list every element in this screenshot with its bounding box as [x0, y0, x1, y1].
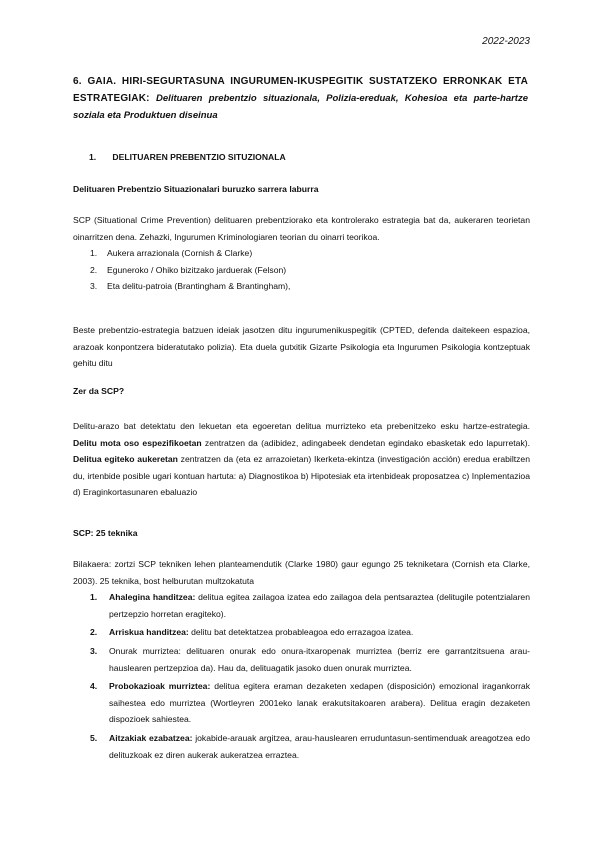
list-number: 1.	[90, 592, 98, 603]
text-run: Delitu-arazo bat detektatu den lekuetan eta egoeretan delitua murrizteko eta prebenitzeko esku hartze-estrategia.	[73, 421, 530, 431]
list-term: Aitzakiak ezabatzea:	[109, 732, 193, 743]
list-number: 5.	[90, 732, 98, 743]
list-item	[73, 730, 530, 763]
chapter-title-main: 6. GAIA. HIRI-SEGURTASUNA INGURUMEN-IKUSPEGITIK SUSTATZEKO ERRONKAK ETA ESTRATEGIAK:	[73, 76, 528, 104]
list-item	[73, 245, 530, 262]
list-term: Arriskua handitzea:	[109, 627, 189, 638]
techniques-list	[73, 589, 530, 763]
intro-section	[73, 212, 530, 295]
section-title: DELITUAREN PREBENTZIO SITUZIONALA	[112, 152, 286, 162]
list-item	[73, 278, 530, 295]
list-text: delitua egitera eraman dezaketen xedapen (disposición) emozional iragankorrak saihestea edo murriztea (Wortleyren 2001eko lanak erakutsitakoaren arabera). Delitua eragin dezaketen dispozioek sahiestea.	[109, 681, 531, 725]
list-item	[73, 589, 530, 622]
list-text: Eguneroko / Ohiko bizitzako jarduerak (Felson)	[107, 264, 287, 275]
intro-paragraph: SCP (Situational Crime Prevention) delituaren prebentziorako eta kontrolerako estrategia bat da, aukeraren teorietan oinarritzen dena. Zehazki, Ingurumen Kriminologiaren teorian du oinarri teorikoa.	[73, 215, 530, 242]
list-number: 2.	[90, 264, 98, 275]
intro-heading: Delituaren Prebentzio Situazionalari buruzko sarrera laburra	[73, 184, 319, 194]
techniques-paragraph: Bilakaera: zortzi SCP tekniken lehen planteamendutik (Clarke 1980) gaur egungo 25 tekniketara (Cornish eta Clarke, 2003). 25 teknika, bost helburutan multzokatuta	[73, 559, 530, 586]
list-item	[73, 678, 530, 728]
section-heading	[89, 152, 286, 162]
list-number: 4.	[90, 681, 98, 692]
chapter-title	[73, 73, 528, 124]
section-number: 1.	[89, 152, 97, 162]
what-paragraph	[73, 418, 530, 501]
list-text: Eta delitu-patroia (Brantingham & Brantingham),	[107, 281, 291, 292]
list-number: 1.	[90, 248, 98, 259]
list-item	[73, 262, 530, 279]
list-item	[73, 643, 530, 676]
list-term: Probokazioak murriztea:	[109, 681, 211, 692]
list-number: 3.	[90, 281, 98, 292]
list-text: Onurak murriztea: delituaren onurak edo onura-itxaropenak murriztea (berriz ere garrantzitsuena arau-hauslearen pertzepzioa da). Hau da, delituagatik jasoko duen onurak murriztea.	[109, 645, 530, 673]
text-run: zentratzen da (adibidez, adingabeek dendetan egindako ebasketak edo lapurretak).	[201, 437, 530, 448]
list-number: 3.	[90, 645, 98, 656]
what-heading: Zer da SCP?	[73, 386, 125, 396]
list-number: 2.	[90, 627, 98, 638]
emphasis-text: Delitu mota oso espezifikoetan	[73, 437, 202, 448]
chapter-title-subtitle: Delituaren prebentzio situazionala, Polizia-ereduak, Kohesioa eta parte-hartze soziala eta Produktuen diseinua	[73, 93, 529, 121]
list-text: delitu bat detektatzea probableagoa edo errazagoa izatea.	[188, 627, 414, 638]
academic-year: 2022-2023	[482, 36, 530, 47]
list-item	[73, 624, 530, 641]
list-text: delitua egitea zailagoa izatea edo zailagoa dela pentsaraztea (delitugile potentzialaren pertzepzio horretan eragiteko).	[109, 592, 530, 619]
theory-list	[73, 245, 530, 295]
list-text: jokabide-arauak argitzea, arau-hauslearen erruduntasun-sentimenduak areagotzea edo delituzkoak ez diren aukerak aukeratzea erraztea.	[109, 732, 530, 760]
text-run: zentratzen da (eta ez arrazoietan) Ikerketa-ekintza (investigación acción) eredua erabiltzen du, irtenbide posible ugari kontuan hartuta: a) Diagnostikoa b) Hipotesiak eta irtenbideak proposatzea c) Inplementazioa d) Eraginkortasunaren ebaluazio	[73, 454, 530, 498]
list-term: Ahalegina handitzea:	[109, 592, 196, 603]
emphasis-text: Delitua egiteko aukeretan	[73, 454, 178, 465]
list-text: Aukera arrazionala (Cornish & Clarke)	[107, 248, 253, 259]
intro-paragraph-2: Beste prebentzio-estrategia batzuen ideiak jasotzen ditu ingurumenikuspegitik (CPTED, defenda daitekeen espazioa, arazoak konpontzera bideratutako polizia). Eta duela gutxitik Gizarte Psikologia eta Ingurumen Psikologia kontzeptuak gehitu ditu	[73, 325, 530, 369]
techniques-section	[73, 556, 530, 765]
techniques-heading: SCP: 25 teknika	[73, 528, 138, 538]
